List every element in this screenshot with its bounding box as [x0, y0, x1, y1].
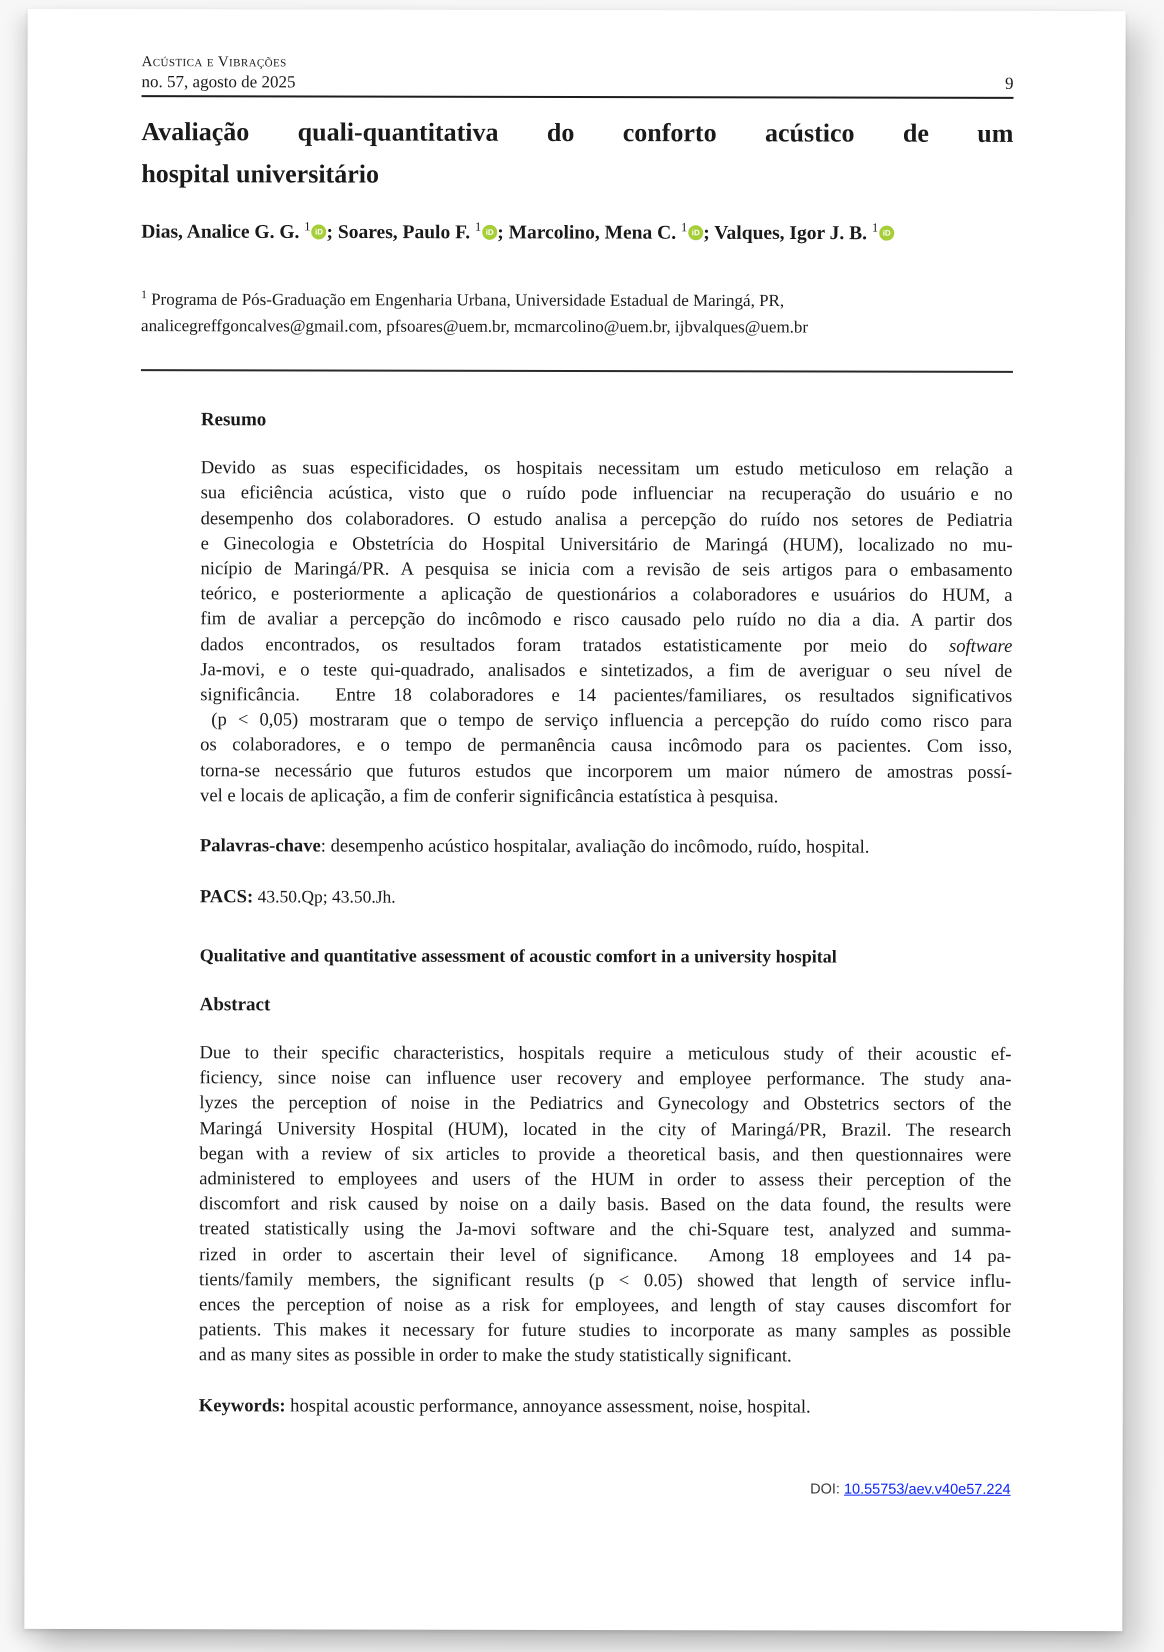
- palavras-chave-text: : desempenho acústico hospitalar, avaliação do incômodo, ruído, hospital.: [320, 835, 870, 858]
- abstract-line: ficiency, since noise can influence user recovery and employee performance. The study ana-: [199, 1067, 1012, 1091]
- paper-title: [141, 111, 1013, 197]
- author-separator: ;: [326, 221, 338, 244]
- pacs-line: [200, 884, 1012, 911]
- affiliation-line-1: [141, 282, 1013, 314]
- pacs-label: PACS:: [199, 886, 254, 908]
- author-affiliation-mark: 1: [304, 219, 311, 234]
- resumo-line: Devido as suas especificidades, os hospitais necessitam um estudo meticuloso em relação a: [200, 457, 1013, 481]
- paper-page: [24, 9, 1125, 1631]
- header-rule: [142, 95, 1014, 99]
- author-separator: ;: [497, 222, 509, 244]
- author-separator: ;: [703, 222, 715, 244]
- resumo-line: e Ginecologia e Obstetrícia do Hospital Universitário de Maringá (HUM), localizado no mu-: [200, 532, 1013, 556]
- resumo-line: sua eficiência acústica, visto que o ruído pode influenciar na recuperação do usuário e no: [200, 482, 1013, 506]
- affiliation-text: Programa de Pós-Graduação em Engenharia Urbana, Universidade Estadual de Maringá, PR,: [146, 289, 785, 310]
- resumo-line: significância. Entre 18 colaboradores e 14 pacientes/familiares, os resultados significativos: [200, 684, 1013, 707]
- affiliation-mark: 1: [141, 288, 147, 301]
- journal-header: [142, 54, 1014, 94]
- abstract-line: Due to their specific characteristics, hospitals require a meticulous study of their acoustic ef-: [199, 1042, 1012, 1065]
- abstract-column: [199, 409, 1013, 1497]
- abstract-heading: Abstract: [199, 994, 271, 1016]
- resumo-line: teórico, e posteriormente a aplicação de questionários a colaboradores e usuários do HUM, a: [200, 583, 1013, 607]
- orcid-icon[interactable]: iD: [688, 225, 703, 240]
- resumo-line: fim de avaliar a percepção do incômodo e risco causado pelo ruído no dia a dia. A partir dos: [200, 608, 1013, 632]
- resumo-line: Ja-movi, e o teste qui-quadrado, analisados e sintetizados, a fim de averiguar o seu nível de: [200, 658, 1013, 682]
- abstract-line: administered to employees and users of the HUM in order to assess their perception of the: [199, 1168, 1012, 1191]
- abstract-line: lyzes the perception of noise in the Pediatrics and Gynecology and Obstetrics sectors of the: [199, 1092, 1012, 1116]
- paper-title-line: hospital universitário: [141, 159, 380, 189]
- resumo-paragraph: [200, 455, 1013, 810]
- resumo-line: desempenho dos colaboradores. O estudo analisa a percepção do ruído nos setores de Pediatria: [200, 507, 1013, 531]
- palavras-chave-label: Palavras-chave: [199, 835, 321, 857]
- abstract-line: discomfort and risk caused by noise on a daily basis. Based on the data found, the results were: [199, 1193, 1012, 1217]
- resumo-line: vel e locais de aplicação, a fim de conferir significância estatística à pesquisa.: [200, 785, 779, 808]
- abstract-line: ences the perception of noise as a risk for employees, and length of stay causes discomfort for: [198, 1294, 1012, 1317]
- journal-header-left: [142, 54, 296, 92]
- resumo-line: os colaboradores, e o tempo de permanência causa incômodo para os pacientes. Com isso,: [200, 734, 1013, 758]
- abstract-line: Maringá University Hospital (HUM), located in the city of Maringá/PR, Brazil. The research: [199, 1117, 1012, 1141]
- author-affiliation-mark: 1: [871, 220, 879, 235]
- author-affiliation-mark: 1: [680, 220, 688, 235]
- resumo-heading: Resumo: [200, 409, 267, 431]
- orcid-icon[interactable]: iD: [879, 226, 894, 241]
- english-title: Qualitative and quantitative assessment of acoustic comfort in a university hospital: [199, 945, 837, 967]
- authors-line: [141, 213, 1013, 247]
- palavras-chave-line: [200, 833, 1012, 860]
- abstract-paragraph: [199, 1040, 1012, 1369]
- resumo-line: nicípio de Maringá/PR. A pesquisa se inicia com a revisão de seis artigos para o embasamento: [200, 558, 1013, 581]
- resumo-line: (p < 0,05) mostraram que o tempo de serviço influencia a percepção do ruído como risco para: [200, 709, 1013, 733]
- pacs-value: 43.50.Qp; 43.50.Jh.: [253, 886, 396, 907]
- keywords-line: [199, 1393, 1011, 1420]
- page-number: 9: [1005, 73, 1014, 93]
- abstract-line: and as many sites as possible in order to make the study statistically significant.: [198, 1344, 792, 1367]
- resumo-line: dados encontrados, os resultados foram tratados estatisticamente por meio do software: [200, 633, 1013, 657]
- doi-line: [199, 1480, 1011, 1498]
- keywords-label: Keywords:: [198, 1394, 286, 1417]
- resumo-line: torna-se necessário que futuros estudos que incorporem um maior número de amostras possí-: [200, 759, 1013, 783]
- abstract-line: began with a review of six articles to provide a theoretical basis, and then questionnaires were: [199, 1143, 1012, 1166]
- abstract-line: tients/family members, the significant results (p < 0.05) showed that length of service influ-: [199, 1269, 1012, 1292]
- doi-label: DOI:: [810, 1481, 844, 1498]
- journal-name: Acústica e Vibrações: [141, 54, 287, 71]
- paper-title-line: Avaliação quali-quantitativa do conforto acústico de um: [141, 117, 1014, 148]
- abstract-line: patients. This makes it necessary for future studies to incorporate as many samples as possible: [198, 1319, 1011, 1343]
- author-name: Dias, Analice G. G.: [141, 221, 305, 243]
- orcid-icon[interactable]: iD: [312, 224, 327, 239]
- affiliation: [141, 282, 1013, 341]
- affiliation-line-2: analicegreffgoncalves@gmail.com, pfsoares@uem.br, mcmarcolino@uem.br, ijbvalques@uem.br: [141, 316, 809, 337]
- abstract-line: rized in order to ascertain their level of significance. Among 18 employees and 14 pa-: [199, 1243, 1012, 1267]
- keywords-text: hospital acoustic performance, annoyance assessment, noise, hospital.: [285, 1395, 811, 1418]
- separator-rule: [141, 369, 1013, 373]
- abstract-line: treated statistically using the Ja-movi software and the chi-Square test, analyzed and summa-: [199, 1218, 1012, 1242]
- author-name: Valques, Igor J. B.: [714, 222, 872, 245]
- author-name: Soares, Paulo F.: [337, 222, 475, 244]
- doi-link[interactable]: 10.55753/aev.v40e57.224: [843, 1481, 1011, 1498]
- orcid-icon[interactable]: iD: [482, 225, 497, 240]
- author-name: Marcolino, Mena C.: [508, 222, 682, 244]
- issue-line: no. 57, agosto de 2025: [141, 72, 296, 92]
- author-affiliation-mark: 1: [474, 219, 482, 234]
